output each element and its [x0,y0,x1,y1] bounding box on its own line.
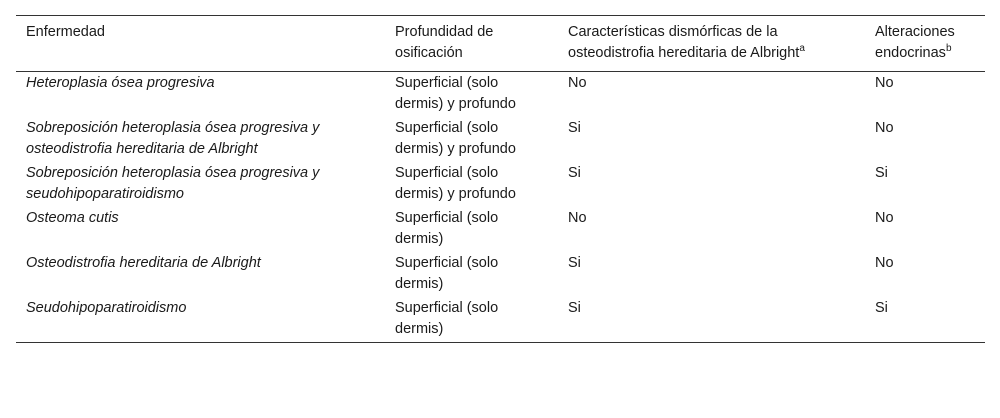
table-row [16,117,985,162]
cell-depth: Superficial (solo dermis) y profundo [395,165,516,202]
table-row [16,252,985,297]
cell-depth: Superficial (solo dermis) [395,255,499,292]
header-depth-label: Profundidad de osificación [395,24,494,61]
header-features [558,16,865,72]
header-depth [385,16,558,72]
header-disease [16,16,385,72]
cell-disease: Sobreposición heteroplasia ósea progresiva y seudohipoparatiroidismo [26,165,320,202]
table-body [16,72,985,343]
cell-disease: Osteoma cutis [26,210,119,226]
cell-features: Si [568,300,581,316]
cell-depth: Superficial (solo dermis) [395,300,499,337]
header-endocrine [865,16,985,72]
cell-endocrine: No [875,75,894,91]
cell-features: No [568,210,587,226]
header-endocrine-label: Alteraciones endocrinas [875,24,955,61]
cell-disease: Heteroplasia ósea progresiva [26,75,215,91]
disease-comparison-table [16,15,985,343]
cell-depth: Superficial (solo dermis) y profundo [395,75,516,112]
cell-features: No [568,75,587,91]
cell-disease: Seudohipoparatiroidismo [26,300,187,316]
cell-endocrine: No [875,210,894,226]
cell-disease: Osteodistrofia hereditaria de Albright [26,255,261,271]
cell-endocrine: Si [875,300,888,316]
cell-features: Si [568,165,581,181]
footnote-marker-a: a [799,43,805,55]
header-row [16,16,985,72]
table-row [16,207,985,252]
header-features-label: Características dismórficas de la osteodistrofia hereditaria de Albright [568,24,800,61]
cell-endocrine: Si [875,165,888,181]
cell-features: Si [568,120,581,136]
table-row [16,72,985,118]
table-header [16,16,985,72]
cell-disease: Sobreposición heteroplasia ósea progresiva y osteodistrofia hereditaria de Albright [26,120,320,157]
cell-features: Si [568,255,581,271]
disease-comparison-table-container [16,15,985,343]
table-row [16,162,985,207]
header-disease-label: Enfermedad [26,24,105,40]
cell-depth: Superficial (solo dermis) y profundo [395,120,516,157]
table-row [16,297,985,343]
footnote-marker-b: b [945,43,952,55]
cell-endocrine: No [875,255,894,271]
cell-endocrine: No [875,120,894,136]
cell-depth: Superficial (solo dermis) [395,210,499,247]
